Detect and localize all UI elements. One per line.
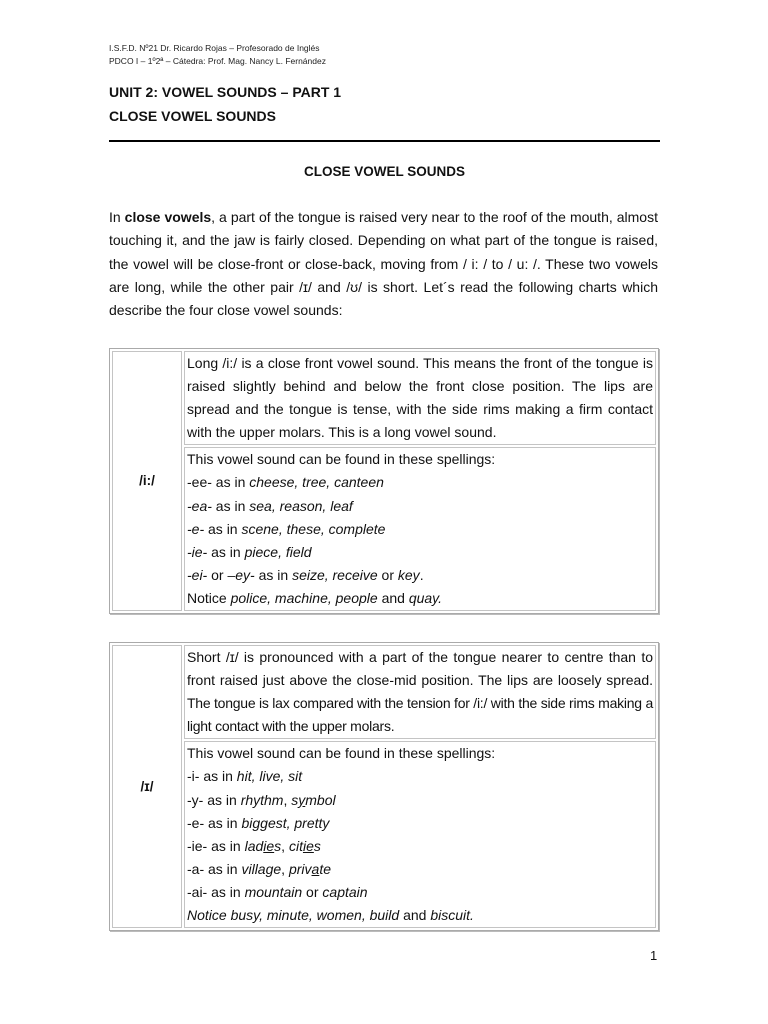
notice-label: Notice (187, 589, 231, 606)
unit-title: UNIT 2: VOWEL SOUNDS – PART 1 (109, 84, 342, 100)
intro-bold-term: close vowels (124, 209, 212, 225)
spelling-pattern: -i- as in (187, 768, 237, 785)
vowel-description (184, 645, 656, 739)
spelling-pattern: -ea- (187, 497, 212, 514)
spelling-pattern: -ie- (187, 543, 208, 560)
word-part: s (274, 837, 282, 854)
example-words: cheese, tree, canteen (249, 474, 384, 491)
notice-line (187, 904, 653, 927)
spelling-pattern: -ei- (187, 566, 208, 583)
spelling-or: or (377, 566, 398, 583)
separator: , (283, 791, 292, 808)
spelling-or: or (207, 566, 228, 583)
spelling-pattern: –ey- (227, 566, 255, 583)
notice-line (187, 587, 653, 610)
notice-and: and (399, 907, 431, 924)
example-words: piece, field (244, 543, 312, 560)
example-words: scene, these, complete (241, 520, 386, 537)
example-word: captain (322, 883, 368, 900)
example-word (289, 861, 331, 877)
word-part: te (319, 860, 331, 877)
spelling-or: or (302, 883, 323, 900)
spelling-as-in: as in (254, 566, 293, 583)
example-word: quay. (408, 589, 443, 606)
spelling-line (187, 789, 653, 812)
vowel-symbol: /ɪ/ (112, 645, 182, 928)
intro-rest: , a part of the tongue is raised very near to the roof of the mouth, almost touching it, and the jaw is fairly closed. Depending on what part of the tongue is raised, the vowel will be close-front or close-back, moving from / i: / to / u: /. These two vowels are long, while the other pair /ɪ/ and /ʊ/ is short. Let´s read the following charts which describe the four close vowel sounds: (109, 209, 658, 319)
punctuation: . (419, 566, 424, 583)
intro-paragraph (109, 206, 658, 322)
word-part: s (291, 791, 299, 808)
spelling-line (187, 858, 653, 881)
word-part: s (313, 837, 321, 854)
spelling-line (187, 471, 653, 494)
word-part-underlined: ie (263, 837, 275, 854)
spelling-pattern: -ie- as in (187, 837, 245, 854)
spelling-pattern: -e- as in (187, 814, 242, 831)
separator: , (281, 837, 289, 854)
example-word: village (241, 860, 282, 877)
spelling-line (187, 881, 653, 904)
spelling-pattern: -ai- as in (187, 883, 245, 900)
header-institution: I.S.F.D. Nº21 Dr. Ricardo Rojas – Profesorado de Inglés (109, 43, 320, 53)
example-words: police, machine, people (230, 589, 378, 606)
word-part: cit (288, 837, 303, 854)
spellings-intro: This vowel sound can be found in these spellings: (187, 451, 496, 468)
intro-pre: In (109, 209, 125, 225)
section-title: CLOSE VOWEL SOUNDS (303, 164, 466, 179)
spelling-line (187, 835, 653, 858)
example-word: key (397, 566, 420, 583)
notice-and: and (377, 589, 409, 606)
spelling-line (187, 765, 653, 788)
spelling-line (187, 541, 653, 564)
spellings-cell (184, 741, 656, 928)
spellings-cell (184, 447, 656, 611)
unit-subtitle: CLOSE VOWEL SOUNDS (109, 108, 276, 124)
example-word: mountain (244, 883, 303, 900)
spelling-line (187, 564, 653, 587)
spelling-pattern: -ee- as in (187, 474, 250, 491)
header-course: PDCO I – 1º2ª – Cátedra: Prof. Mag. Nancy L. Fernández (109, 56, 326, 66)
vowel-table-long-i (109, 348, 659, 614)
example-word (289, 838, 321, 854)
spelling-as-in: as in (211, 497, 250, 514)
example-word: biscuit. (430, 907, 474, 924)
separator: , (281, 860, 289, 877)
vowel-symbol: /i:/ (112, 351, 182, 611)
spelling-as-in: as in (204, 520, 242, 537)
example-word (245, 838, 282, 854)
page-number: 1 (650, 948, 658, 963)
vowel-table-short-i (109, 642, 659, 931)
description-part: Short /ɪ/ is pronounced with a part of the tongue nearer to centre than to front raised just above the close-mid position. The lips are loosely spread. (187, 649, 653, 689)
word-part: priv (288, 860, 312, 877)
spellings-intro: This vowel sound can be found in these spellings: (187, 745, 496, 762)
example-words: sea, reason, leaf (249, 497, 353, 514)
word-part: mbol (305, 791, 336, 808)
spelling-line (187, 812, 653, 835)
vowel-description: Long /i:/ is a close front vowel sound. This means the front of the tongue is raised slightly behind and below the front close position. The lips are spread and the tongue is tense, with the side rims making a firm contact with the upper molars. This is a long vowel sound. (184, 351, 656, 445)
word-part: lad (244, 837, 264, 854)
spelling-pattern: -e- (187, 520, 205, 537)
example-words: seize, receive (292, 566, 378, 583)
spelling-as-in: as in (207, 543, 245, 560)
word-part-underlined: a (311, 860, 320, 877)
example-word: rhythm (240, 791, 284, 808)
spelling-line (187, 518, 653, 541)
word-part-underlined: y (298, 791, 306, 808)
notice-words: Notice busy, minute, women, build (187, 907, 400, 924)
example-words: biggest, pretty (241, 814, 330, 831)
spelling-line (187, 495, 653, 518)
spelling-pattern: -a- as in (187, 860, 242, 877)
word-part-underlined: ie (302, 837, 314, 854)
example-words: hit, live, sit (236, 768, 303, 785)
example-word (291, 792, 335, 808)
horizontal-rule (109, 140, 660, 142)
spelling-pattern: -y- as in (187, 791, 241, 808)
description-part: The tongue is lax compared with the tension for /i:/ with the side rims making a light contact with the upper molars. (187, 695, 653, 735)
